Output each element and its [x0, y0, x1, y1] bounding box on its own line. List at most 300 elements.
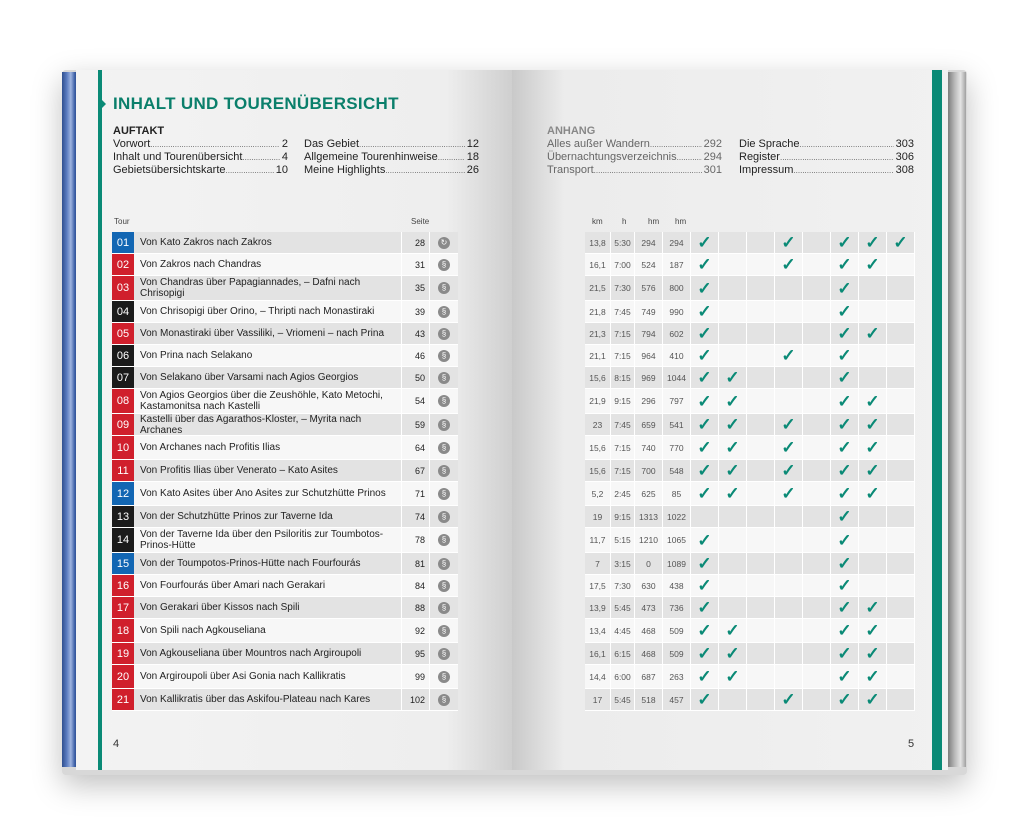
- empty-cell: [803, 301, 831, 322]
- tour-number: 18: [112, 619, 134, 642]
- tour-km: 16,1: [585, 643, 611, 664]
- empty-cell: [803, 597, 831, 618]
- checkmark-icon: ✓: [859, 232, 887, 253]
- tour-ascent: 468: [635, 643, 663, 664]
- empty-cell: [887, 575, 915, 596]
- tour-ascent: 1313: [635, 506, 663, 527]
- tour-name: Von Kato Asites über Ano Asites zur Schutzhütte Prinos: [134, 482, 402, 505]
- empty-cell: [775, 276, 803, 300]
- tour-duration: 2:45: [611, 482, 635, 505]
- book-edge-right: [948, 72, 966, 767]
- checkmark-icon: ✓: [831, 323, 859, 344]
- tour-page: 81: [402, 553, 430, 574]
- checkmark-icon: ✓: [719, 619, 747, 642]
- tour-duration: 3:15: [611, 553, 635, 574]
- empty-cell: [887, 482, 915, 505]
- empty-cell: [803, 460, 831, 481]
- tour-name: Von Archanes nach Profitis Ilias: [134, 436, 402, 459]
- tour-ascent: 625: [635, 482, 663, 505]
- tour-duration: 5:30: [611, 232, 635, 253]
- checkmark-icon: ✓: [831, 689, 859, 710]
- tour-km: 7: [585, 553, 611, 574]
- empty-cell: [887, 506, 915, 527]
- tour-descent: 438: [663, 575, 691, 596]
- empty-cell: [803, 389, 831, 413]
- toc-leader-dots: [359, 138, 465, 151]
- tour-page: 95: [402, 643, 430, 664]
- tour-number: 17: [112, 597, 134, 618]
- toc-page: 10: [275, 164, 288, 176]
- empty-cell: [747, 254, 775, 275]
- toc-page: 308: [895, 164, 914, 176]
- empty-cell: [775, 553, 803, 574]
- empty-cell: [887, 553, 915, 574]
- toc-page: 294: [703, 151, 722, 163]
- tour-descent: 1044: [663, 367, 691, 388]
- header-seite: Seite: [411, 217, 430, 226]
- tour-stats-row: [585, 665, 915, 689]
- empty-cell: [859, 553, 887, 574]
- tour-row[interactable]: [112, 367, 458, 389]
- tour-km: 15,6: [585, 436, 611, 459]
- toc-entry: [547, 164, 722, 177]
- tour-page: 59: [402, 414, 430, 435]
- tour-number: 06: [112, 345, 134, 366]
- tour-km: 16,1: [585, 254, 611, 275]
- checkmark-icon: ✓: [831, 619, 859, 642]
- tour-page: 102: [402, 689, 430, 710]
- tour-row[interactable]: [112, 665, 458, 689]
- toc-page: 18: [466, 151, 479, 163]
- empty-cell: [887, 528, 915, 552]
- toc-leader-dots: [150, 138, 280, 151]
- route-icon: §: [430, 301, 458, 322]
- checkmark-icon: ✓: [719, 367, 747, 388]
- tour-number: 11: [112, 460, 134, 481]
- tour-number: 20: [112, 665, 134, 688]
- checkmark-icon: ✓: [775, 436, 803, 459]
- accent-bar-left: [98, 70, 102, 770]
- tour-row[interactable]: [112, 254, 458, 276]
- tour-stats-row: [585, 460, 915, 482]
- empty-cell: [887, 436, 915, 459]
- empty-cell: [747, 689, 775, 710]
- tour-stats-row: [585, 597, 915, 619]
- toc-entry: [739, 164, 914, 177]
- empty-cell: [887, 276, 915, 300]
- route-icon: §: [430, 665, 458, 688]
- checkmark-icon: ✓: [691, 345, 719, 366]
- tour-page: 28: [402, 232, 430, 253]
- empty-cell: [747, 665, 775, 688]
- tour-km: 13,8: [585, 232, 611, 253]
- tour-row[interactable]: [112, 460, 458, 482]
- empty-cell: [887, 619, 915, 642]
- empty-cell: [775, 619, 803, 642]
- tour-descent: 457: [663, 689, 691, 710]
- tour-km: 19: [585, 506, 611, 527]
- empty-cell: [719, 575, 747, 596]
- toc-leader-dots: [594, 164, 702, 177]
- tour-duration: 6:00: [611, 665, 635, 688]
- checkmark-icon: ✓: [831, 345, 859, 366]
- empty-cell: [887, 254, 915, 275]
- tour-duration: 7:15: [611, 460, 635, 481]
- empty-cell: [747, 528, 775, 552]
- checkmark-icon: ✓: [859, 665, 887, 688]
- tour-number: 16: [112, 575, 134, 596]
- tour-name: Von Chrisopigi über Orino, – Thripti nach Monastiraki: [134, 301, 402, 322]
- empty-cell: [803, 254, 831, 275]
- checkmark-icon: ✓: [831, 254, 859, 275]
- tour-name: Von Selakano über Varsami nach Agios Georgios: [134, 367, 402, 388]
- empty-cell: [803, 619, 831, 642]
- route-icon: §: [430, 643, 458, 664]
- tour-descent: 541: [663, 414, 691, 435]
- checkmark-icon: ✓: [859, 254, 887, 275]
- empty-cell: [775, 323, 803, 344]
- tour-row[interactable]: [112, 323, 458, 345]
- tour-km: 21,9: [585, 389, 611, 413]
- tour-number: 15: [112, 553, 134, 574]
- tour-stats-row: [585, 414, 915, 436]
- tour-row[interactable]: [112, 553, 458, 575]
- header-km: km: [592, 217, 603, 226]
- checkmark-icon: ✓: [691, 460, 719, 481]
- tour-ascent: 700: [635, 460, 663, 481]
- toc-page: 12: [466, 138, 479, 150]
- empty-cell: [803, 482, 831, 505]
- tour-row[interactable]: [112, 436, 458, 460]
- checkmark-icon: ✓: [831, 528, 859, 552]
- checkmark-icon: ✓: [859, 460, 887, 481]
- route-icon: §: [430, 345, 458, 366]
- checkmark-icon: ✓: [859, 689, 887, 710]
- empty-cell: [747, 367, 775, 388]
- toc-entry: [739, 151, 914, 164]
- tour-stats-row: [585, 389, 915, 414]
- route-icon: §: [430, 689, 458, 710]
- tour-duration: 9:15: [611, 389, 635, 413]
- auftakt-toc-col1: [113, 138, 288, 177]
- tour-number: 02: [112, 254, 134, 275]
- empty-cell: [859, 506, 887, 527]
- checkmark-icon: ✓: [859, 643, 887, 664]
- tour-number: 08: [112, 389, 134, 413]
- toc-label: Alles außer Wandern: [547, 138, 650, 150]
- checkmark-icon: ✓: [691, 619, 719, 642]
- tour-name: Von Kato Zakros nach Zakros: [134, 232, 402, 253]
- tour-descent: 1065: [663, 528, 691, 552]
- tour-number: 14: [112, 528, 134, 552]
- checkmark-icon: ✓: [859, 482, 887, 505]
- tour-ascent: 969: [635, 367, 663, 388]
- checkmark-icon: ✓: [831, 414, 859, 435]
- toc-entry: [304, 138, 479, 151]
- checkmark-icon: ✓: [859, 414, 887, 435]
- empty-cell: [803, 506, 831, 527]
- header-tour: Tour: [114, 217, 130, 226]
- empty-cell: [803, 575, 831, 596]
- checkmark-icon: ✓: [887, 232, 915, 253]
- tour-duration: 5:45: [611, 689, 635, 710]
- tour-stats-row: [585, 301, 915, 323]
- tour-row[interactable]: [112, 506, 458, 528]
- empty-cell: [887, 460, 915, 481]
- empty-cell: [691, 506, 719, 527]
- tour-duration: 5:45: [611, 597, 635, 618]
- empty-cell: [747, 232, 775, 253]
- loop-icon: ↻: [430, 232, 458, 253]
- empty-cell: [887, 414, 915, 435]
- tour-page: 74: [402, 506, 430, 527]
- tour-ascent: 740: [635, 436, 663, 459]
- tour-name: Von Kallikratis über das Askifou-Plateau nach Kares: [134, 689, 402, 710]
- checkmark-icon: ✓: [831, 460, 859, 481]
- toc-leader-dots: [677, 151, 702, 164]
- checkmark-icon: ✓: [859, 389, 887, 413]
- empty-cell: [747, 436, 775, 459]
- tour-km: 23: [585, 414, 611, 435]
- checkmark-icon: ✓: [831, 643, 859, 664]
- tour-page: 35: [402, 276, 430, 300]
- tour-row[interactable]: [112, 414, 458, 436]
- tour-page: 64: [402, 436, 430, 459]
- route-icon: §: [430, 597, 458, 618]
- tour-ascent: 468: [635, 619, 663, 642]
- toc-entry: [304, 164, 479, 177]
- toc-leader-dots: [438, 151, 465, 164]
- tour-row[interactable]: [112, 528, 458, 553]
- route-icon: §: [430, 367, 458, 388]
- route-icon: §: [430, 389, 458, 413]
- empty-cell: [803, 323, 831, 344]
- toc-leader-dots: [800, 138, 894, 151]
- checkmark-icon: ✓: [691, 528, 719, 552]
- tour-page: 78: [402, 528, 430, 552]
- tour-number: 07: [112, 367, 134, 388]
- tour-row[interactable]: [112, 389, 458, 414]
- checkmark-icon: ✓: [691, 301, 719, 322]
- empty-cell: [803, 232, 831, 253]
- empty-cell: [747, 276, 775, 300]
- tour-descent: 187: [663, 254, 691, 275]
- tour-km: 21,3: [585, 323, 611, 344]
- tour-name: Von der Schutzhütte Prinos zur Taverne Ida: [134, 506, 402, 527]
- tour-row[interactable]: [112, 345, 458, 367]
- tour-number: 13: [112, 506, 134, 527]
- empty-cell: [719, 232, 747, 253]
- tour-name: Kastelli über das Agarathos-Kloster, – Myrita nach Archanes: [134, 414, 402, 435]
- empty-cell: [859, 301, 887, 322]
- tour-number: 10: [112, 436, 134, 459]
- empty-cell: [803, 276, 831, 300]
- auftakt-heading: AUFTAKT: [113, 125, 165, 137]
- tour-duration: 7:00: [611, 254, 635, 275]
- empty-cell: [859, 528, 887, 552]
- checkmark-icon: ✓: [859, 323, 887, 344]
- toc-page: 26: [466, 164, 479, 176]
- tour-row[interactable]: [112, 575, 458, 597]
- tour-row[interactable]: [112, 276, 458, 301]
- tour-km: 17,5: [585, 575, 611, 596]
- header-hm-down: hm: [675, 217, 687, 226]
- toc-leader-dots: [780, 151, 894, 164]
- checkmark-icon: ✓: [831, 301, 859, 322]
- checkmark-icon: ✓: [691, 232, 719, 253]
- tour-stats-row: [585, 323, 915, 345]
- empty-cell: [887, 301, 915, 322]
- route-icon: §: [430, 276, 458, 300]
- tour-number: 01: [112, 232, 134, 253]
- tour-number: 19: [112, 643, 134, 664]
- empty-cell: [719, 254, 747, 275]
- toc-entry: [113, 164, 288, 177]
- empty-cell: [747, 597, 775, 618]
- empty-cell: [719, 323, 747, 344]
- tour-name: Von der Taverne Ida über den Psiloritis zur Toumbotos-Prinos-Hütte: [134, 528, 402, 552]
- checkmark-icon: ✓: [691, 276, 719, 300]
- toc-label: Allgemeine Tourenhinweise: [304, 151, 438, 163]
- checkmark-icon: ✓: [691, 575, 719, 596]
- route-icon: §: [430, 414, 458, 435]
- checkmark-icon: ✓: [719, 436, 747, 459]
- empty-cell: [887, 367, 915, 388]
- empty-cell: [887, 689, 915, 710]
- toc-page: 303: [895, 138, 914, 150]
- empty-cell: [775, 506, 803, 527]
- tour-km: 15,6: [585, 460, 611, 481]
- tour-row[interactable]: [112, 643, 458, 665]
- route-icon: §: [430, 506, 458, 527]
- tour-number: 04: [112, 301, 134, 322]
- toc-label: Gebietsübersichtskarte: [113, 164, 226, 176]
- tour-page: 88: [402, 597, 430, 618]
- tour-stats-row: [585, 254, 915, 276]
- checkmark-icon: ✓: [691, 482, 719, 505]
- checkmark-icon: ✓: [859, 436, 887, 459]
- empty-cell: [803, 345, 831, 366]
- tour-km: 15,6: [585, 367, 611, 388]
- empty-cell: [747, 619, 775, 642]
- tour-ascent: 524: [635, 254, 663, 275]
- empty-cell: [775, 597, 803, 618]
- tour-km: 21,8: [585, 301, 611, 322]
- toc-label: Übernachtungsverzeichnis: [547, 151, 677, 163]
- toc-entry: [304, 151, 479, 164]
- tour-number: 21: [112, 689, 134, 710]
- tour-duration: 7:15: [611, 323, 635, 344]
- tour-descent: 800: [663, 276, 691, 300]
- empty-cell: [859, 367, 887, 388]
- checkmark-icon: ✓: [831, 575, 859, 596]
- checkmark-icon: ✓: [691, 367, 719, 388]
- toc-page: 2: [281, 138, 288, 150]
- empty-cell: [719, 553, 747, 574]
- toc-entry: [547, 151, 722, 164]
- empty-cell: [803, 643, 831, 664]
- tour-page: 39: [402, 301, 430, 322]
- tour-stats-row: [585, 643, 915, 665]
- route-icon: §: [430, 619, 458, 642]
- tour-duration: 7:30: [611, 575, 635, 596]
- toc-leader-dots: [793, 164, 893, 177]
- tour-page: 43: [402, 323, 430, 344]
- empty-cell: [775, 643, 803, 664]
- checkmark-icon: ✓: [831, 553, 859, 574]
- toc-label: Impressum: [739, 164, 794, 176]
- empty-cell: [719, 506, 747, 527]
- tour-page: 84: [402, 575, 430, 596]
- tour-descent: 602: [663, 323, 691, 344]
- tour-stats-row: [585, 689, 915, 711]
- checkmark-icon: ✓: [691, 254, 719, 275]
- checkmark-icon: ✓: [691, 689, 719, 710]
- empty-cell: [775, 301, 803, 322]
- tour-row[interactable]: [112, 619, 458, 643]
- tour-page: 46: [402, 345, 430, 366]
- empty-cell: [775, 528, 803, 552]
- empty-cell: [887, 643, 915, 664]
- tour-stats-row: [585, 619, 915, 643]
- tour-ascent: 1210: [635, 528, 663, 552]
- tour-row[interactable]: [112, 689, 458, 711]
- tour-ascent: 687: [635, 665, 663, 688]
- tour-km: 13,9: [585, 597, 611, 618]
- checkmark-icon: ✓: [719, 665, 747, 688]
- checkmark-icon: ✓: [831, 597, 859, 618]
- tour-duration: 7:45: [611, 301, 635, 322]
- tour-name: Von Agios Georgios über die Zeushöhle, Kato Metochi, Kastamonitsa nach Kastelli: [134, 389, 402, 413]
- empty-cell: [747, 301, 775, 322]
- tour-name: Von Argiroupoli über Asi Gonia nach Kallikratis: [134, 665, 402, 688]
- tour-row[interactable]: [112, 232, 458, 254]
- toc-label: Vorwort: [113, 138, 151, 150]
- checkmark-icon: ✓: [691, 414, 719, 435]
- tour-stats-row: [585, 436, 915, 460]
- tour-duration: 4:45: [611, 619, 635, 642]
- tour-ascent: 294: [635, 232, 663, 253]
- checkmark-icon: ✓: [831, 276, 859, 300]
- tour-page: 54: [402, 389, 430, 413]
- tour-stats-row: [585, 528, 915, 553]
- toc-entry: [739, 138, 914, 151]
- tour-descent: 509: [663, 643, 691, 664]
- page-title: INHALT UND TOURENÜBERSICHT: [113, 94, 399, 113]
- tour-km: 17: [585, 689, 611, 710]
- accent-bar-right: [932, 70, 942, 770]
- tour-descent: 294: [663, 232, 691, 253]
- tour-row[interactable]: [112, 482, 458, 506]
- anhang-toc-col2: [739, 138, 914, 177]
- tour-page: 92: [402, 619, 430, 642]
- empty-cell: [803, 436, 831, 459]
- empty-cell: [747, 482, 775, 505]
- tour-row[interactable]: [112, 597, 458, 619]
- route-icon: §: [430, 460, 458, 481]
- tour-row[interactable]: [112, 301, 458, 323]
- tour-ascent: 630: [635, 575, 663, 596]
- tour-ascent: 473: [635, 597, 663, 618]
- checkmark-icon: ✓: [831, 482, 859, 505]
- checkmark-icon: ✓: [831, 232, 859, 253]
- tour-name: Von Gerakari über Kissos nach Spili: [134, 597, 402, 618]
- tour-duration: 9:15: [611, 506, 635, 527]
- empty-cell: [747, 575, 775, 596]
- tour-name: Von Monastiraki über Vassiliki, – Vriomeni – nach Prina: [134, 323, 402, 344]
- empty-cell: [719, 345, 747, 366]
- tour-descent: 736: [663, 597, 691, 618]
